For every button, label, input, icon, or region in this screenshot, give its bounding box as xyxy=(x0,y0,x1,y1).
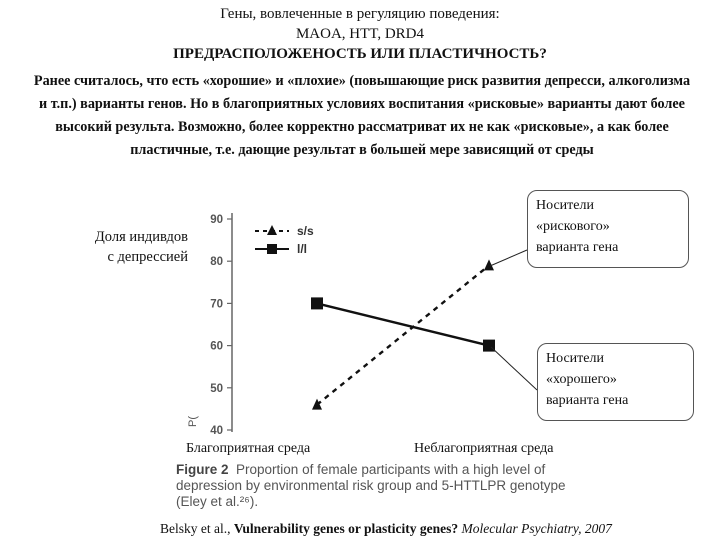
legend xyxy=(255,224,314,256)
figure-caption-label: Figure 2 xyxy=(176,462,229,477)
risk-callout-line-2: «рискового» xyxy=(536,219,610,234)
y-tick-label: 40 xyxy=(210,425,223,437)
intro-paragraph: Ранее считалось, что есть «хорошие» и «плохие» (повышающие риск развития депресси, алкоголизма и т.п.) варианты генов. Но в благоприятных условиях воспитания «рисковые» варианты дают более высокий результа. Возможно, более корректно рассматриват их не как «рисковые», а как более пластичные, т.е. дающие результат в большей мере зависящий от среды xyxy=(33,73,691,158)
legend-label-l-l: l/l xyxy=(297,242,308,256)
point-l-l-square xyxy=(311,297,323,309)
title-line-2: MAOA, HTT, DRD4 xyxy=(295,26,425,42)
callout-pointer-risk xyxy=(490,250,527,266)
question-heading: ПРЕДРАСПОЛОЖЕНОСТЬ ИЛИ ПЛАСТИЧНОСТЬ? xyxy=(173,46,547,62)
x-category-favorable: Благоприятная среда xyxy=(186,441,311,456)
legend-label-s-s: s/s xyxy=(297,224,314,238)
x-category-unfavorable: Неблагоприятная среда xyxy=(414,441,554,456)
good-callout-line-3: варианта гена xyxy=(546,393,629,408)
good-variant-callout xyxy=(537,343,694,421)
good-callout-line-1: Носители xyxy=(546,351,604,366)
title-line-1: Гены, вовлеченные в регуляцию поведения: xyxy=(220,6,500,22)
y-tick-label: 90 xyxy=(210,214,223,226)
figure-caption xyxy=(176,462,586,510)
figure-caption-text: Proportion of female participants with a high level of depression by environmental risk group and 5-HTTLPR genotype (Eley et al.²⁶). xyxy=(176,462,566,509)
point-l-l-square xyxy=(483,340,495,352)
point-s-s-triangle xyxy=(312,399,322,410)
legend-marker-s-s xyxy=(267,225,277,235)
citation xyxy=(160,521,720,537)
citation-authors: Belsky et al., xyxy=(160,521,231,536)
y-tick-label: 60 xyxy=(210,340,223,353)
risk-variant-callout xyxy=(527,190,689,268)
y-tick-label: 70 xyxy=(210,298,223,311)
y-tick-label: 80 xyxy=(210,256,223,269)
russian-y-label-line-2: с депрессией xyxy=(107,249,188,265)
good-callout-line-2: «хорошего» xyxy=(546,372,617,387)
legend-marker-l-l xyxy=(267,244,277,254)
russian-y-label-line-1: Доля индивдов xyxy=(94,229,188,245)
series-line-l-l xyxy=(317,303,489,345)
y-tick-label: 50 xyxy=(210,382,223,395)
citation-paper-title: Vulnerability genes or plasticity genes? xyxy=(233,521,459,536)
series-line-s-s xyxy=(317,265,489,404)
risk-callout-line-1: Носители xyxy=(536,198,594,213)
citation-journal: Molecular Psychiatry, 2007 xyxy=(461,521,612,536)
callout-pointer-good xyxy=(491,347,537,390)
risk-callout-line-3: варианта гена xyxy=(536,240,619,255)
y-axis-label-partial: P( xyxy=(187,416,199,427)
